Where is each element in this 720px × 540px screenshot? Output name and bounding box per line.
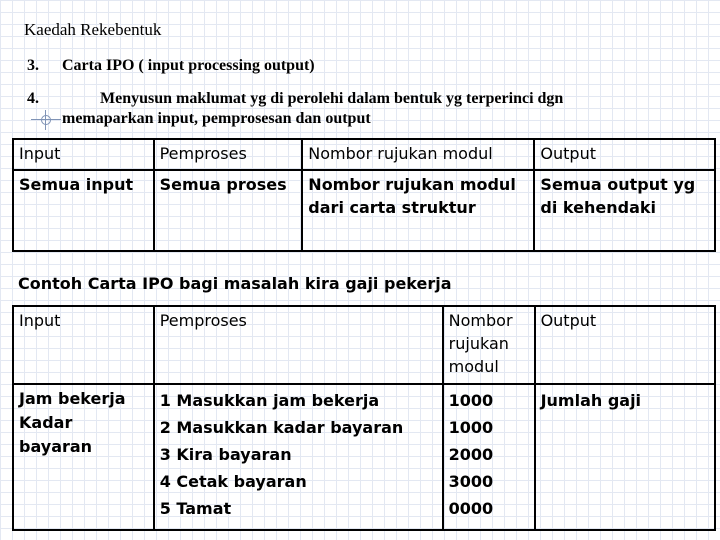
cell-output [535,384,715,530]
header-input: Input [13,139,154,170]
cell-module-refs [443,384,535,530]
header-nombor-rujukan: Nombor rujukan modul [443,306,535,384]
cell-input: Semua input [13,170,154,251]
module-ref: 0000 [448,499,494,518]
cell-nombor-rujukan: Nombor rujukan modul dari carta struktur [302,170,534,251]
process-step: 1 Masukkan jam bekerja [159,391,380,410]
item-3-text: Carta IPO ( input processing output) [62,57,315,74]
input-item: Jam bekerja [19,389,126,408]
item-4-number: 4. [27,90,39,107]
cell-inputs [13,384,154,530]
process-step: 3 Kira bayaran [159,445,292,464]
process-step: 5 Tamat [159,499,232,518]
header-pemproses: Pemproses [154,306,443,384]
item-4-text-line2: memaparkan input, pemprosesan dan output [62,110,371,127]
process-step: 4 Cetak bayaran [159,472,307,491]
header-nombor-rujukan: Nombor rujukan modul [302,139,534,170]
table-row [13,384,715,530]
module-ref: 2000 [448,445,494,464]
example-subtitle: Contoh Carta IPO bagi masalah kira gaji pekerja [18,274,452,293]
crosshair-decoration-icon [31,110,61,130]
header-output: Output [535,306,715,384]
ipo-example-table [12,305,716,531]
header-input: Input [13,306,154,384]
item-3-number: 3. [27,57,39,74]
ipo-template-table [12,138,716,252]
module-ref: 1000 [448,391,494,410]
cell-output: Semua output yg di kehendaki [534,170,715,251]
header-pemproses: Pemproses [154,139,303,170]
cell-pemproses: Semua proses [154,170,303,251]
table-header-row [13,306,715,384]
table-header-row [13,139,715,170]
header-output: Output [534,139,715,170]
module-ref: 1000 [448,418,494,437]
process-step: 2 Masukkan kadar bayaran [159,418,404,437]
slide-title: Kaedah Rekebentuk [24,20,162,39]
cell-processes [154,384,443,530]
module-ref: 3000 [448,472,494,491]
table-row [13,170,715,251]
item-4-text-line1: Menyusun maklumat yg di perolehi dalam bentuk yg terperinci dgn [100,90,564,107]
output-item: Jumlah gaji [540,391,642,410]
input-item: Kadar bayaran [19,413,93,456]
